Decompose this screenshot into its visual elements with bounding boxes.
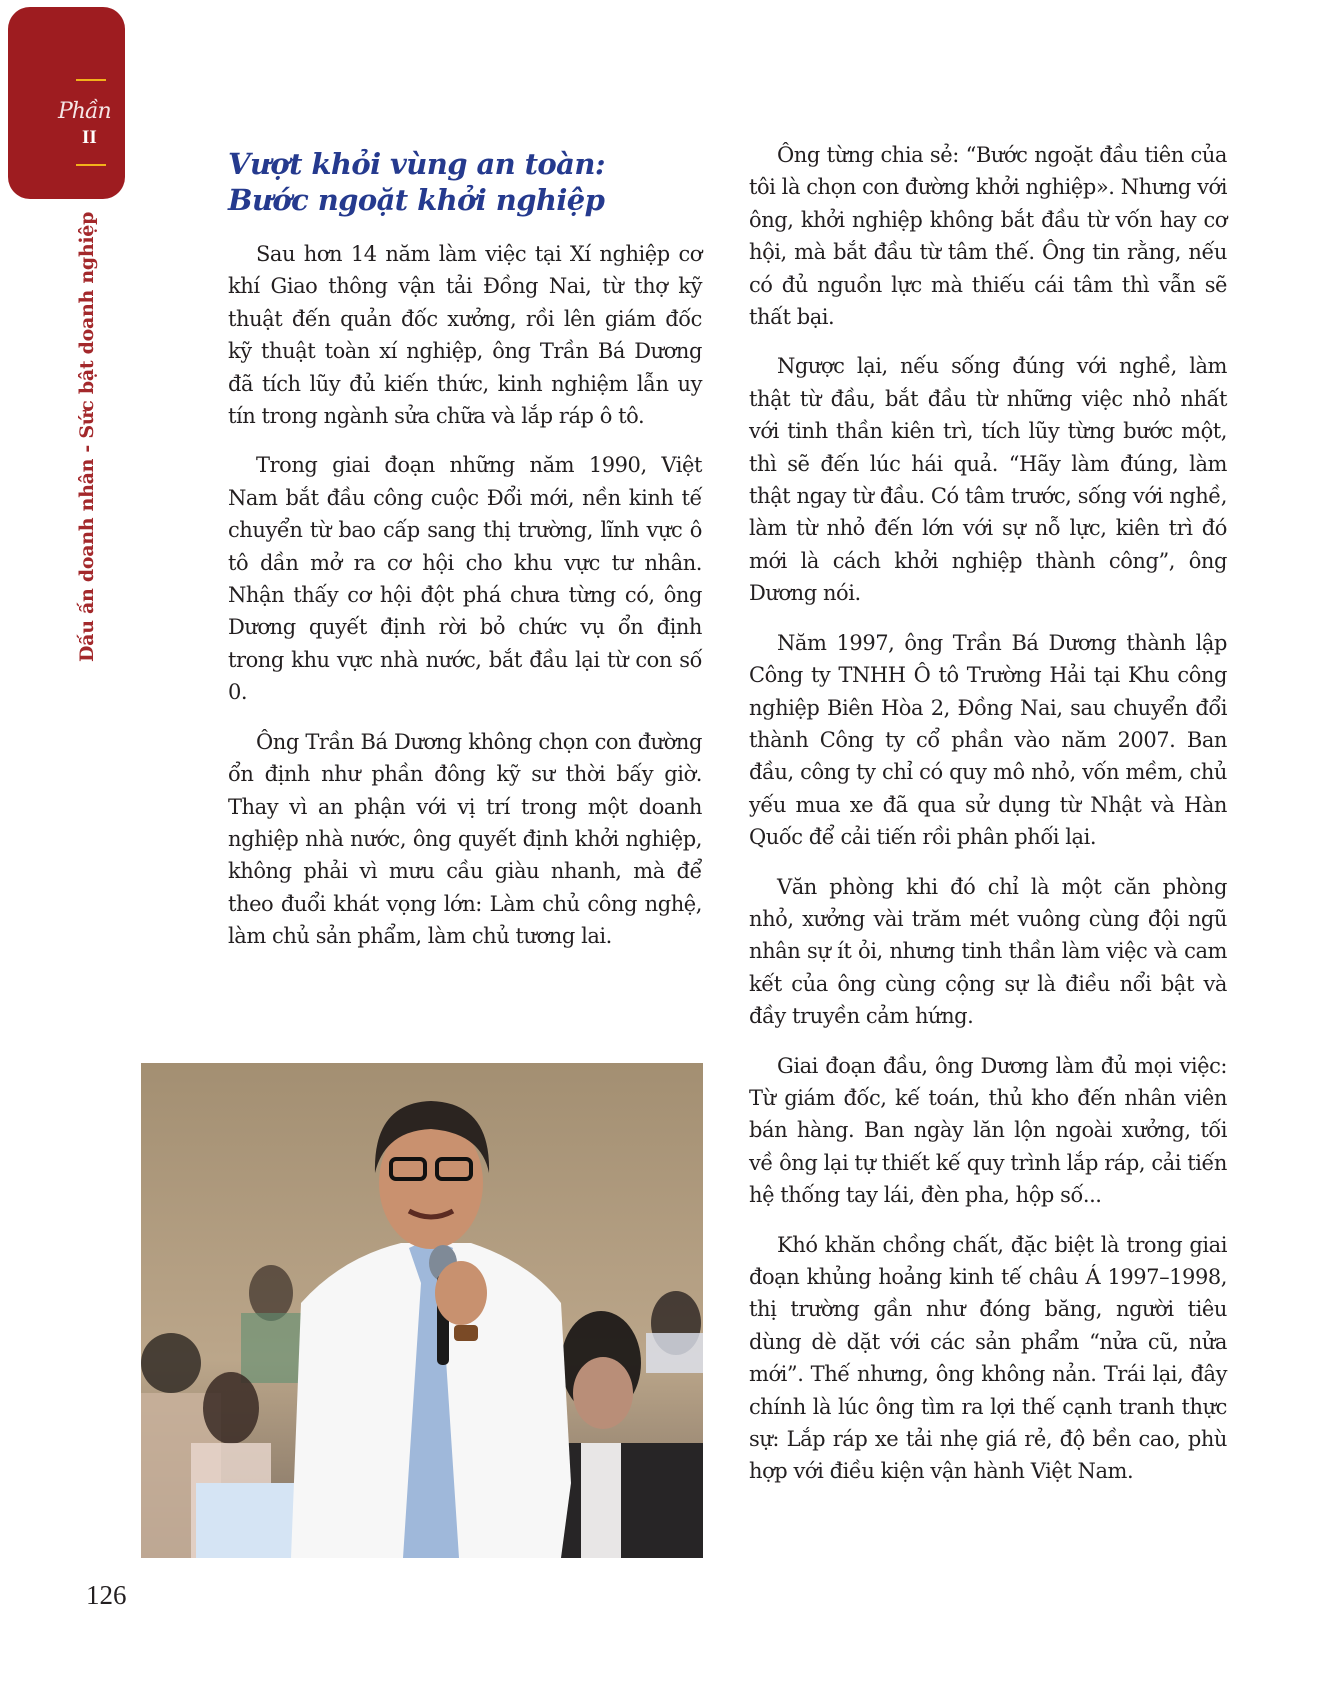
- paragraph: Văn phòng khi đó chỉ là một căn phòng nhỏ, xưởng vài trăm mét vuông cùng đội ngũ nhân sự ít ỏi, nhưng tinh thần làm việc và cam kết của ông cùng cộng sự là điều nổi bật và đầy truyền cảm hứng.: [749, 874, 1227, 1029]
- audience-face: [573, 1357, 633, 1429]
- right-text-column: [749, 139, 1227, 1505]
- heading-line-1: Vượt khỏi vùng an toàn:: [228, 147, 605, 181]
- article-heading: [228, 146, 708, 218]
- page-number: 126: [86, 1580, 127, 1610]
- speaker-photo: [141, 1063, 703, 1558]
- audience-head: [203, 1372, 259, 1444]
- left-text-column: [228, 238, 702, 970]
- speaker-watch: [454, 1325, 478, 1341]
- running-section-title: Dấu ấn doanh nhân - Sức bật doanh nghiệp: [76, 211, 98, 662]
- audience-head: [249, 1265, 293, 1321]
- name-card: [646, 1333, 703, 1373]
- part-tab: [8, 7, 125, 199]
- paragraph: Sau hơn 14 năm làm việc tại Xí nghiệp cơ khí Giao thông vận tải Đồng Nai, từ thợ kỹ thuật đến quản đốc xưởng, rồi lên giám đốc kỹ thuật toàn xí nghiệp, ông Trần Bá Dương đã tích lũy đủ kiến thức, kinh nghiệm lẫn uy tín trong ngành sửa chữa và lắp ráp ô tô.: [228, 242, 702, 429]
- part-number: II: [82, 127, 97, 148]
- paragraph: Ngược lại, nếu sống đúng với nghề, làm thật từ đầu, bắt đầu từ những việc nhỏ nhất với tinh thần kiên trì, tích lũy từng bước một, thì sẽ đến lúc hái quả. “Hãy làm đúng, làm thật ngay từ đầu. Có tâm trước, sống với nghề, làm từ nhỏ đến lớn với sự nỗ lực, kiên trì đó mới là cách khởi nghiệp thành công”, ông Dương nói.: [749, 354, 1227, 606]
- part-tab-top-rule: [76, 79, 106, 81]
- part-tab-bottom-rule: [76, 164, 106, 166]
- paragraph: Khó khăn chồng chất, đặc biệt là trong giai đoạn khủng hoảng kinh tế châu Á 1997–1998, thị trường gần như đóng băng, người tiêu dùng dè dặt với các sản phẩm “nửa cũ, nửa mới”. Thế nhưng, ông không nản. Trái lại, đây chính là lúc ông tìm ra lợi thế cạnh tranh thực sự: Lắp ráp xe tải nhẹ giá rẻ, độ bền cao, phù hợp với điều kiện vận hành Việt Nam.: [749, 1232, 1227, 1484]
- paragraph: Giai đoạn đầu, ông Dương làm đủ mọi việc: Từ giám đốc, kế toán, thủ kho đến nhân viên bán hàng. Ban ngày lăn lộn ngoài xưởng, tối về ông lại tự thiết kế quy trình lắp ráp, cải tiến hệ thống tay lái, đèn pha, hộp số...: [749, 1053, 1227, 1208]
- paragraph: Ông Trần Bá Dương không chọn con đường ổn định như phần đông kỹ sư thời bấy giờ. Thay vì an phận với vị trí trong một doanh nghiệp nhà nước, ông quyết định khởi nghiệp, không phải vì mưu cầu giàu nhanh, mà để theo đuổi khát vọng lớn: Làm chủ công nghệ, làm chủ sản phẩm, làm chủ tương lai.: [228, 729, 702, 949]
- paragraph: Năm 1997, ông Trần Bá Dương thành lập Công ty TNHH Ô tô Trường Hải tại Khu công nghiệp Biên Hòa 2, Đồng Nai, sau chuyển đổi thành Công ty cổ phần vào năm 2007. Ban đầu, công ty chỉ có quy mô nhỏ, vốn mềm, chủ yếu mua xe đã qua sử dụng từ Nhật và Hàn Quốc để cải tiến rồi phân phối lại.: [749, 630, 1227, 850]
- heading-line-2: Bước ngoặt khởi nghiệp: [228, 183, 605, 217]
- audience-head: [141, 1333, 201, 1393]
- audience-body: [196, 1483, 296, 1558]
- paragraph: Ông từng chia sẻ: “Bước ngoặt đầu tiên của tôi là chọn con đường khởi nghiệp». Nhưng với ông, khởi nghiệp không bắt đầu từ vốn hay cơ hội, mà bắt đầu từ tâm thế. Ông tin rằng, nếu có đủ nguồn lực mà thiếu cái tâm thì vẫn sẽ thất bại.: [749, 143, 1227, 330]
- speaker-photo-illustration: [141, 1063, 703, 1558]
- audience-shirt: [581, 1443, 621, 1558]
- paragraph: Trong giai đoạn những năm 1990, Việt Nam bắt đầu công cuộc Đổi mới, nền kinh tế chuyển từ bao cấp sang thị trường, lĩnh vực ô tô dần mở ra cơ hội cho khu vực tư nhân. Nhận thấy cơ hội đột phá chưa từng có, ông Dương quyết định rời bỏ chức vụ ổn định trong khu vực nhà nước, bắt đầu lại từ con số 0.: [228, 453, 702, 705]
- speaker-hand: [435, 1261, 487, 1325]
- part-label: Phần: [58, 99, 111, 124]
